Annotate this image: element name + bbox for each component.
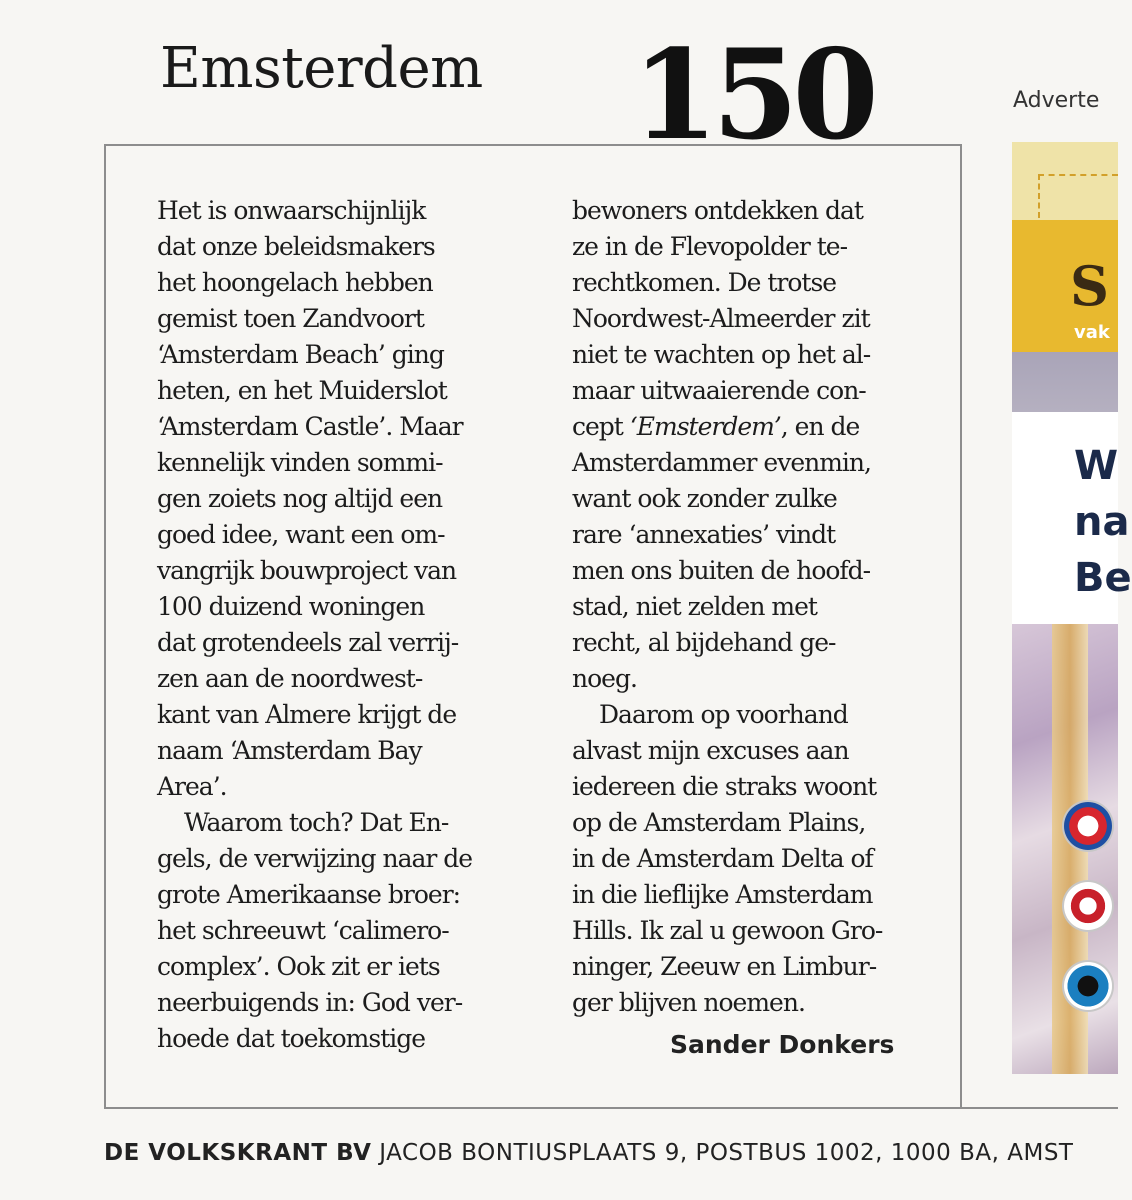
ad-headline-line: na — [1074, 499, 1130, 545]
article-text-line: vangrijk bouwproject van — [157, 556, 457, 585]
article-text-line: iedereen die straks woont — [572, 772, 877, 801]
article-text-line: naam ‘Amsterdam Bay — [157, 736, 422, 765]
article-text-line: het schreeuwt ‘calimero- — [157, 916, 449, 945]
article-text-line: zen aan de noordwest- — [157, 664, 423, 693]
article-text-line: Het is onwaarschijnlijk — [157, 196, 426, 225]
article-text-line: in de Amsterdam Delta of — [572, 844, 873, 873]
article-text-line: kant van Almere krijgt de — [157, 700, 457, 729]
author-byline: Sander Donkers — [670, 1030, 895, 1059]
article-text-line: op de Amsterdam Plains, — [572, 808, 866, 837]
article-frame-bottom-rule — [104, 1107, 1118, 1109]
article-text-line: dat onze beleidsmakers — [157, 232, 435, 261]
article-text-line: 100 duizend woningen — [157, 592, 425, 621]
article-text-line: goed idee, want een om- — [157, 520, 445, 549]
article-text-line: complex’. Ook zit er iets — [157, 952, 440, 981]
page-number-150: 150 — [632, 23, 873, 168]
article-text-line: ‘Amsterdam Castle’. Maar — [157, 412, 463, 441]
article-text-line: want ook zonder zulke — [572, 484, 837, 513]
article-text-line: het hoongelach hebben — [157, 268, 433, 297]
ad-brand-letters: S — [1070, 254, 1109, 318]
advertisement-label: Adverte — [1013, 88, 1100, 113]
article-text-line: alvast mijn excuses aan — [572, 736, 849, 765]
article-text-line: gels, de verwijzing naar de — [157, 844, 473, 873]
article-text-line: rare ‘annexaties’ vindt — [572, 520, 836, 549]
article-text-line: bewoners ontdekken dat — [572, 196, 863, 225]
article-text-line: hoede dat toekomstige — [157, 1024, 426, 1053]
article-text-line: noeg. — [572, 664, 637, 693]
calamiteitenfonds-logo-icon — [1064, 962, 1112, 1010]
article-text-line: Waarom toch? Dat En- — [184, 808, 449, 837]
article-text-line: gen zoiets nog altijd een — [157, 484, 443, 513]
article-text-line: men ons buiten de hoofd- — [572, 556, 871, 585]
article-text-line: ninger, Zeeuw en Limbur- — [572, 952, 877, 981]
article-text-line: dat grotendeels zal verrij- — [157, 628, 459, 657]
ad-headline-line: Be — [1074, 555, 1132, 601]
article-text-line: heten, en het Muiderslot — [157, 376, 447, 405]
ad-headline-line: W — [1074, 443, 1119, 489]
article-text-line: grote Amerikaanse broer: — [157, 880, 461, 909]
article-text-line: recht, al bijdehand ge- — [572, 628, 836, 657]
ad-brand-subtitle: vak — [1074, 322, 1110, 343]
footer-company: DE VOLKSKRANT BV — [104, 1140, 372, 1166]
footer-address: JACOB BONTIUSPLAATS 9, POSTBUS 1002, 1000 BA, AMST — [371, 1140, 1074, 1166]
article-text-line: niet te wachten op het al- — [572, 340, 871, 369]
advertisement-panel[interactable] — [1012, 142, 1132, 1074]
article-text-line: Daarom op voorhand — [599, 700, 848, 729]
article-text-line: neerbuigends in: God ver- — [157, 988, 463, 1017]
article-column-left — [157, 193, 507, 1057]
article-text-line: ‘Amsterdam Beach’ ging — [157, 340, 444, 369]
article-text-line: in die lieflijke Amsterdam — [572, 880, 873, 909]
ad-dashed-border — [1038, 174, 1118, 178]
article-title: Emsterdem — [160, 36, 483, 101]
anvr-logo-icon — [1064, 802, 1112, 850]
article-text-line: gemist toen Zandvoort — [157, 304, 424, 333]
article-text-line: Area’. — [157, 772, 227, 801]
article-column-right — [572, 193, 922, 1021]
article-text-line: ger blijven noemen. — [572, 988, 805, 1017]
article-text-line: ze in de Flevopolder te- — [572, 232, 848, 261]
article-text-line: Noordwest-Almeerder zit — [572, 304, 870, 333]
article-text-line: stad, niet zelden met — [572, 592, 817, 621]
ad-dashed-border-vertical — [1038, 174, 1040, 218]
article-text-line: kennelijk vinden sommi- — [157, 448, 443, 477]
colophon-footer — [104, 1140, 1073, 1166]
ad-headline — [1074, 438, 1132, 606]
article-text-line: maar uitwaaierende con- — [572, 376, 866, 405]
ad-snow-tree-photo — [1012, 624, 1118, 1074]
article-text-line: cept ‘Emsterdem’, en de — [572, 412, 860, 441]
article-text-line: rechtkomen. De trotse — [572, 268, 837, 297]
article-text-line: Amsterdammer evenmin, — [572, 448, 871, 477]
sgr-logo-icon — [1064, 882, 1112, 930]
article-text-line: Hills. Ik zal u gewoon Gro- — [572, 916, 883, 945]
